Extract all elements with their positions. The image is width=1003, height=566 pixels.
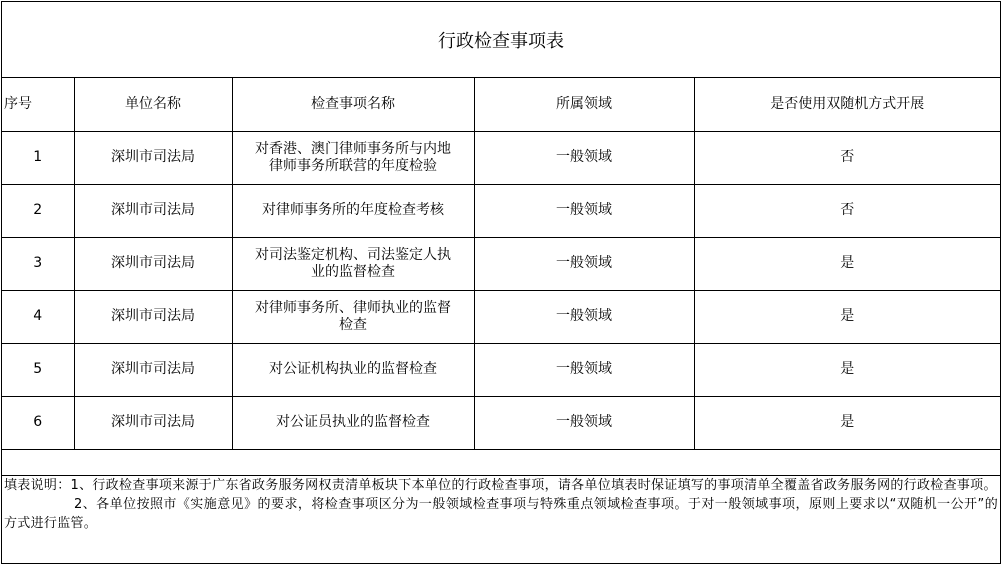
instruction-line-1: 填表说明：1、行政检查事项来源于广东省政务服务网权责清单板块下本单位的行政检查事项，请各单位填表时保证填写的事项清单全覆盖省政务服务网的行政检查事项。 (4, 478, 997, 493)
cell-unit: 深圳市司法局 (74, 237, 232, 290)
cell-unit: 深圳市司法局 (74, 290, 232, 343)
item-name-line: 对律师事务所的年度检查考核 (262, 202, 444, 218)
cell-domain: 一般领域 (474, 343, 694, 396)
cell-seq: 2 (2, 184, 74, 237)
header-item-name: 检查事项名称 (232, 78, 474, 131)
cell-item-name (232, 290, 474, 343)
table-row (2, 184, 1000, 237)
table-row (2, 290, 1000, 343)
cell-seq: 1 (2, 131, 74, 184)
table-header-row (2, 78, 1000, 131)
cell-double-random: 是 (694, 237, 1000, 290)
cell-item-name (232, 343, 474, 396)
cell-unit: 深圳市司法局 (74, 343, 232, 396)
cell-item-name (232, 237, 474, 290)
cell-item-name (232, 131, 474, 184)
blank-row (2, 449, 1000, 475)
cell-domain: 一般领域 (474, 396, 694, 449)
cell-domain: 一般领域 (474, 237, 694, 290)
cell-domain: 一般领域 (474, 184, 694, 237)
table-row (2, 396, 1000, 449)
fill-instructions (2, 474, 1000, 533)
cell-seq: 6 (2, 396, 74, 449)
cell-domain: 一般领域 (474, 131, 694, 184)
item-name-line: 对律师事务所、律师执业的监督 (255, 299, 451, 316)
cell-seq: 4 (2, 290, 74, 343)
table-row (2, 237, 1000, 290)
header-domain: 所属领域 (474, 78, 694, 131)
cell-seq: 5 (2, 343, 74, 396)
header-seq: 序号 (2, 78, 74, 131)
cell-double-random: 是 (694, 343, 1000, 396)
table-row (2, 343, 1000, 396)
cell-item-name (232, 184, 474, 237)
cell-unit: 深圳市司法局 (74, 184, 232, 237)
table-title: 行政检查事项表 (2, 2, 1000, 78)
cell-seq: 3 (2, 237, 74, 290)
header-unit: 单位名称 (74, 78, 232, 131)
cell-double-random: 否 (694, 184, 1000, 237)
cell-double-random: 是 (694, 396, 1000, 449)
item-name-line: 对公证机构执业的监督检查 (269, 361, 437, 377)
header-double-random: 是否使用双随机方式开展 (694, 78, 1000, 131)
item-name-line: 对香港、澳门律师事务所与内地 (255, 140, 451, 157)
cell-double-random: 否 (694, 131, 1000, 184)
instruction-line-2: 2、各单位按照市《实施意见》的要求，将检查事项区分为一般领域检查事项与特殊重点领域检查事项。于对一般领域事项，原则上要求以“双随机一公开”的方式进行监管。 (4, 497, 998, 531)
item-name-line: 对司法鉴定机构、司法鉴定人执 (255, 246, 451, 263)
item-name-line: 业的监督检查 (311, 263, 395, 280)
inspection-items-table (2, 78, 1000, 476)
cell-domain: 一般领域 (474, 290, 694, 343)
spreadsheet-sheet (1, 1, 1001, 564)
cell-item-name (232, 396, 474, 449)
table-row (2, 131, 1000, 184)
cell-unit: 深圳市司法局 (74, 131, 232, 184)
blank-cell (2, 449, 1000, 475)
item-name-line: 检查 (339, 316, 367, 333)
item-name-line: 律师事务所联营的年度检验 (269, 157, 437, 174)
item-name-line: 对公证员执业的监督检查 (276, 414, 430, 430)
cell-double-random: 是 (694, 290, 1000, 343)
cell-unit: 深圳市司法局 (74, 396, 232, 449)
